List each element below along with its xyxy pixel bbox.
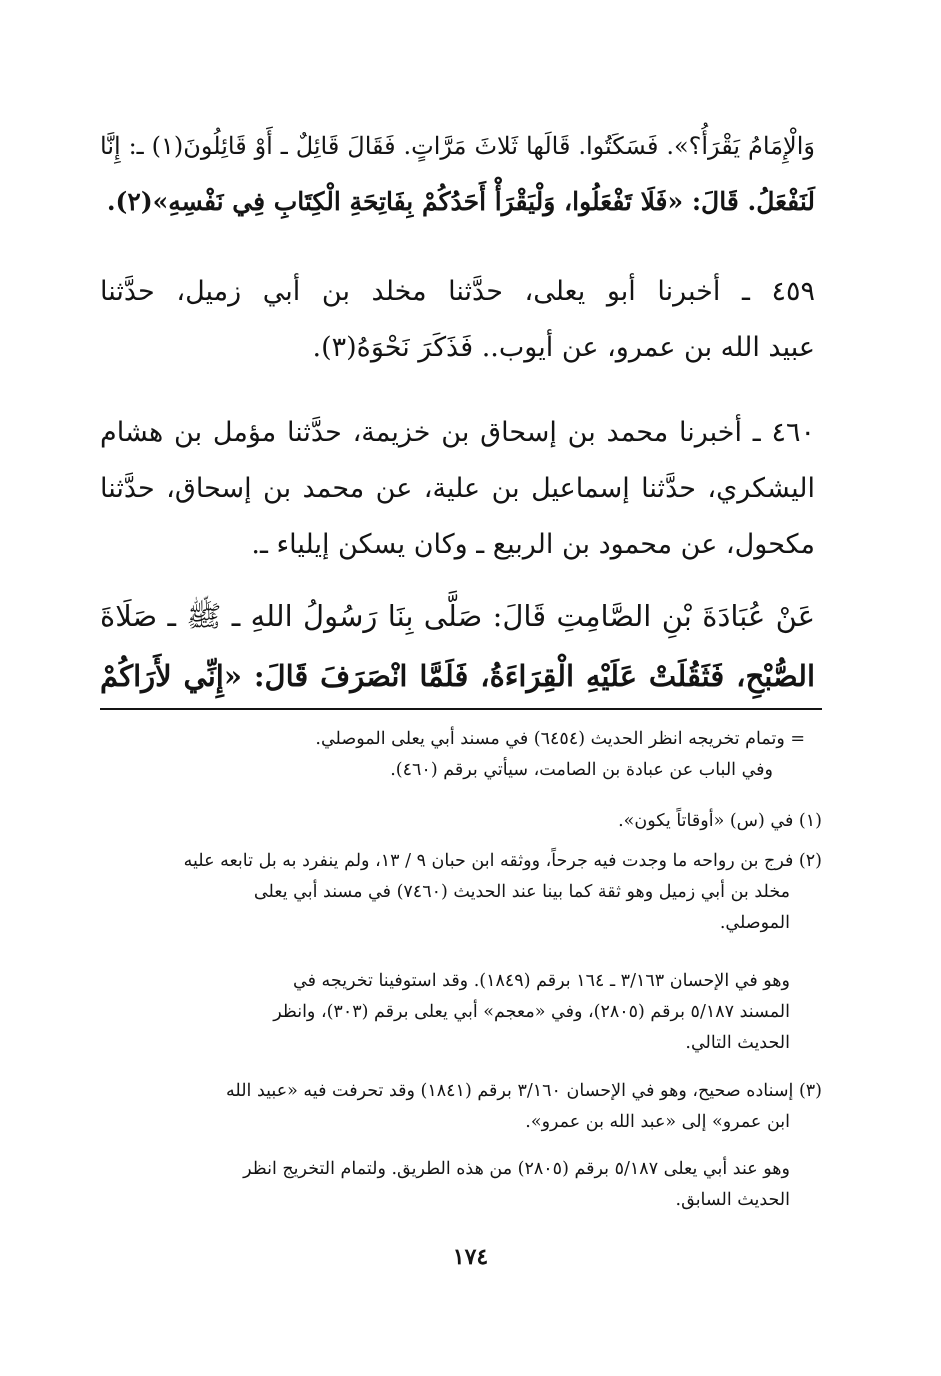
text-line: الصُّبْحِ، فَثَقُلَتْ عَلَيْهِ الْقِرَاءَةُ، فَلَمَّا انْصَرَفَ قَالَ: «إِنِّي لأَرَاكُمْ bbox=[100, 659, 815, 693]
footnote-continued bbox=[100, 724, 805, 786]
footnote-line: مخلد بن أبي زميل وهو ثقة كما بينا عند الحديث (٧٤٦٠) في مسند أبي يعلى bbox=[253, 882, 790, 902]
footnote-2-continued bbox=[100, 966, 790, 1059]
text-line: ٤٦٠ ـ أخبرنا محمد بن إسحاق بن خزيمة، حدَّثنا مؤمل بن هشام bbox=[100, 417, 815, 448]
footnote-separator bbox=[100, 708, 822, 710]
footnote-line: الحديث السابق. bbox=[675, 1190, 790, 1210]
footnote-line: وفي الباب عن عبادة بن الصامت، سيأتي برقم (٤٦٠). bbox=[390, 760, 773, 780]
footnote-line: الموصلي. bbox=[719, 913, 790, 933]
text-line: لَنَفْعَلُ. قَالَ: «فَلَا تَفْعَلُوا، وَلْيَقْرَأْ أَحَدُكُمْ بِفَاتِحَةِ الْكِتَابِ فِي نَفْسِهِ»(٢). bbox=[106, 187, 815, 216]
footnote-line: (١) في (س) «أوقاتاً يكون». bbox=[618, 811, 822, 831]
text-line: ٤٥٩ ـ أخبرنا أبو يعلى، حدَّثنا مخلد بن أبي زميل، حدَّثنا bbox=[100, 276, 815, 307]
footnote-line: (٣) إسناده صحيح، وهو في الإحسان ٣/١٦٠ برقم (١٨٤١) وقد تحرفت فيه «عبيد الله bbox=[226, 1081, 822, 1101]
text-line: اليشكري، حدَّثنا إسماعيل بن علية، عن محمد بن إسحاق، حدَّثنا bbox=[100, 473, 815, 504]
text-line: عَنْ عُبَادَةَ بْنِ الصَّامِتِ قَالَ: صَلَّى بِنَا رَسُولُ اللهِ ـ ﷺ ـ صَلَاةَ bbox=[100, 599, 815, 633]
footnote-2 bbox=[100, 846, 822, 939]
text-line: عبيد الله بن عمرو، عن أيوب.. فَذَكَرَ نَحْوَهُ(٣). bbox=[312, 332, 815, 363]
footnote-3-continued bbox=[100, 1154, 790, 1216]
footnote-line: وهو في الإحسان ٣/١٦٣ ـ ١٦٤ برقم (١٨٤٩). وقد استوفينا تخريجه في bbox=[293, 971, 790, 991]
footnote-line: ابن عمرو» إلى «عبد الله بن عمرو». bbox=[525, 1112, 790, 1132]
footnote-line: (٢) فرج بن رواحه ما وجدت فيه جرحاً، ووثقه ابن حبان ٩ / ١٣، ولم ينفرد به بل تابعه عليه bbox=[183, 851, 822, 871]
hadith-460-matn-paragraph bbox=[100, 586, 815, 706]
hadith-460-isnad-paragraph bbox=[100, 405, 815, 573]
footnote-line: الحديث التالي. bbox=[685, 1033, 790, 1053]
footnote-line: المسند ٥/١٨٧ برقم (٢٨٠٥)، وفي «معجم» أبي يعلى برقم (٣٠٣)، وانظر bbox=[273, 1002, 790, 1022]
page-number: ١٧٤ bbox=[452, 1244, 489, 1270]
footnote-3 bbox=[100, 1076, 822, 1138]
text-line: مكحول، عن محمود بن الربيع ـ وكان يسكن إيلياء ـ. bbox=[251, 529, 815, 560]
footnote-line: = وتمام تخريجه انظر الحديث (٦٤٥٤) في مسند أبي يعلى الموصلي. bbox=[315, 729, 805, 749]
hadith-continuation-paragraph bbox=[100, 118, 815, 230]
text-line: وَالْإِمَامُ يَقْرَأُ؟». فَسَكَتُوا. قَالَها ثَلاثَ مَرَّاتٍ. فَقَالَ قَائِلٌ ـ أَوْ قَائِلُونَ(١) ـ: إِنَّا bbox=[100, 132, 816, 160]
footnote-1 bbox=[100, 806, 822, 837]
footnote-line: وهو عند أبي يعلى ٥/١٨٧ برقم (٢٨٠٥) من هذه الطريق. ولتمام التخريج انظر bbox=[243, 1159, 790, 1179]
hadith-459-paragraph bbox=[100, 264, 815, 376]
